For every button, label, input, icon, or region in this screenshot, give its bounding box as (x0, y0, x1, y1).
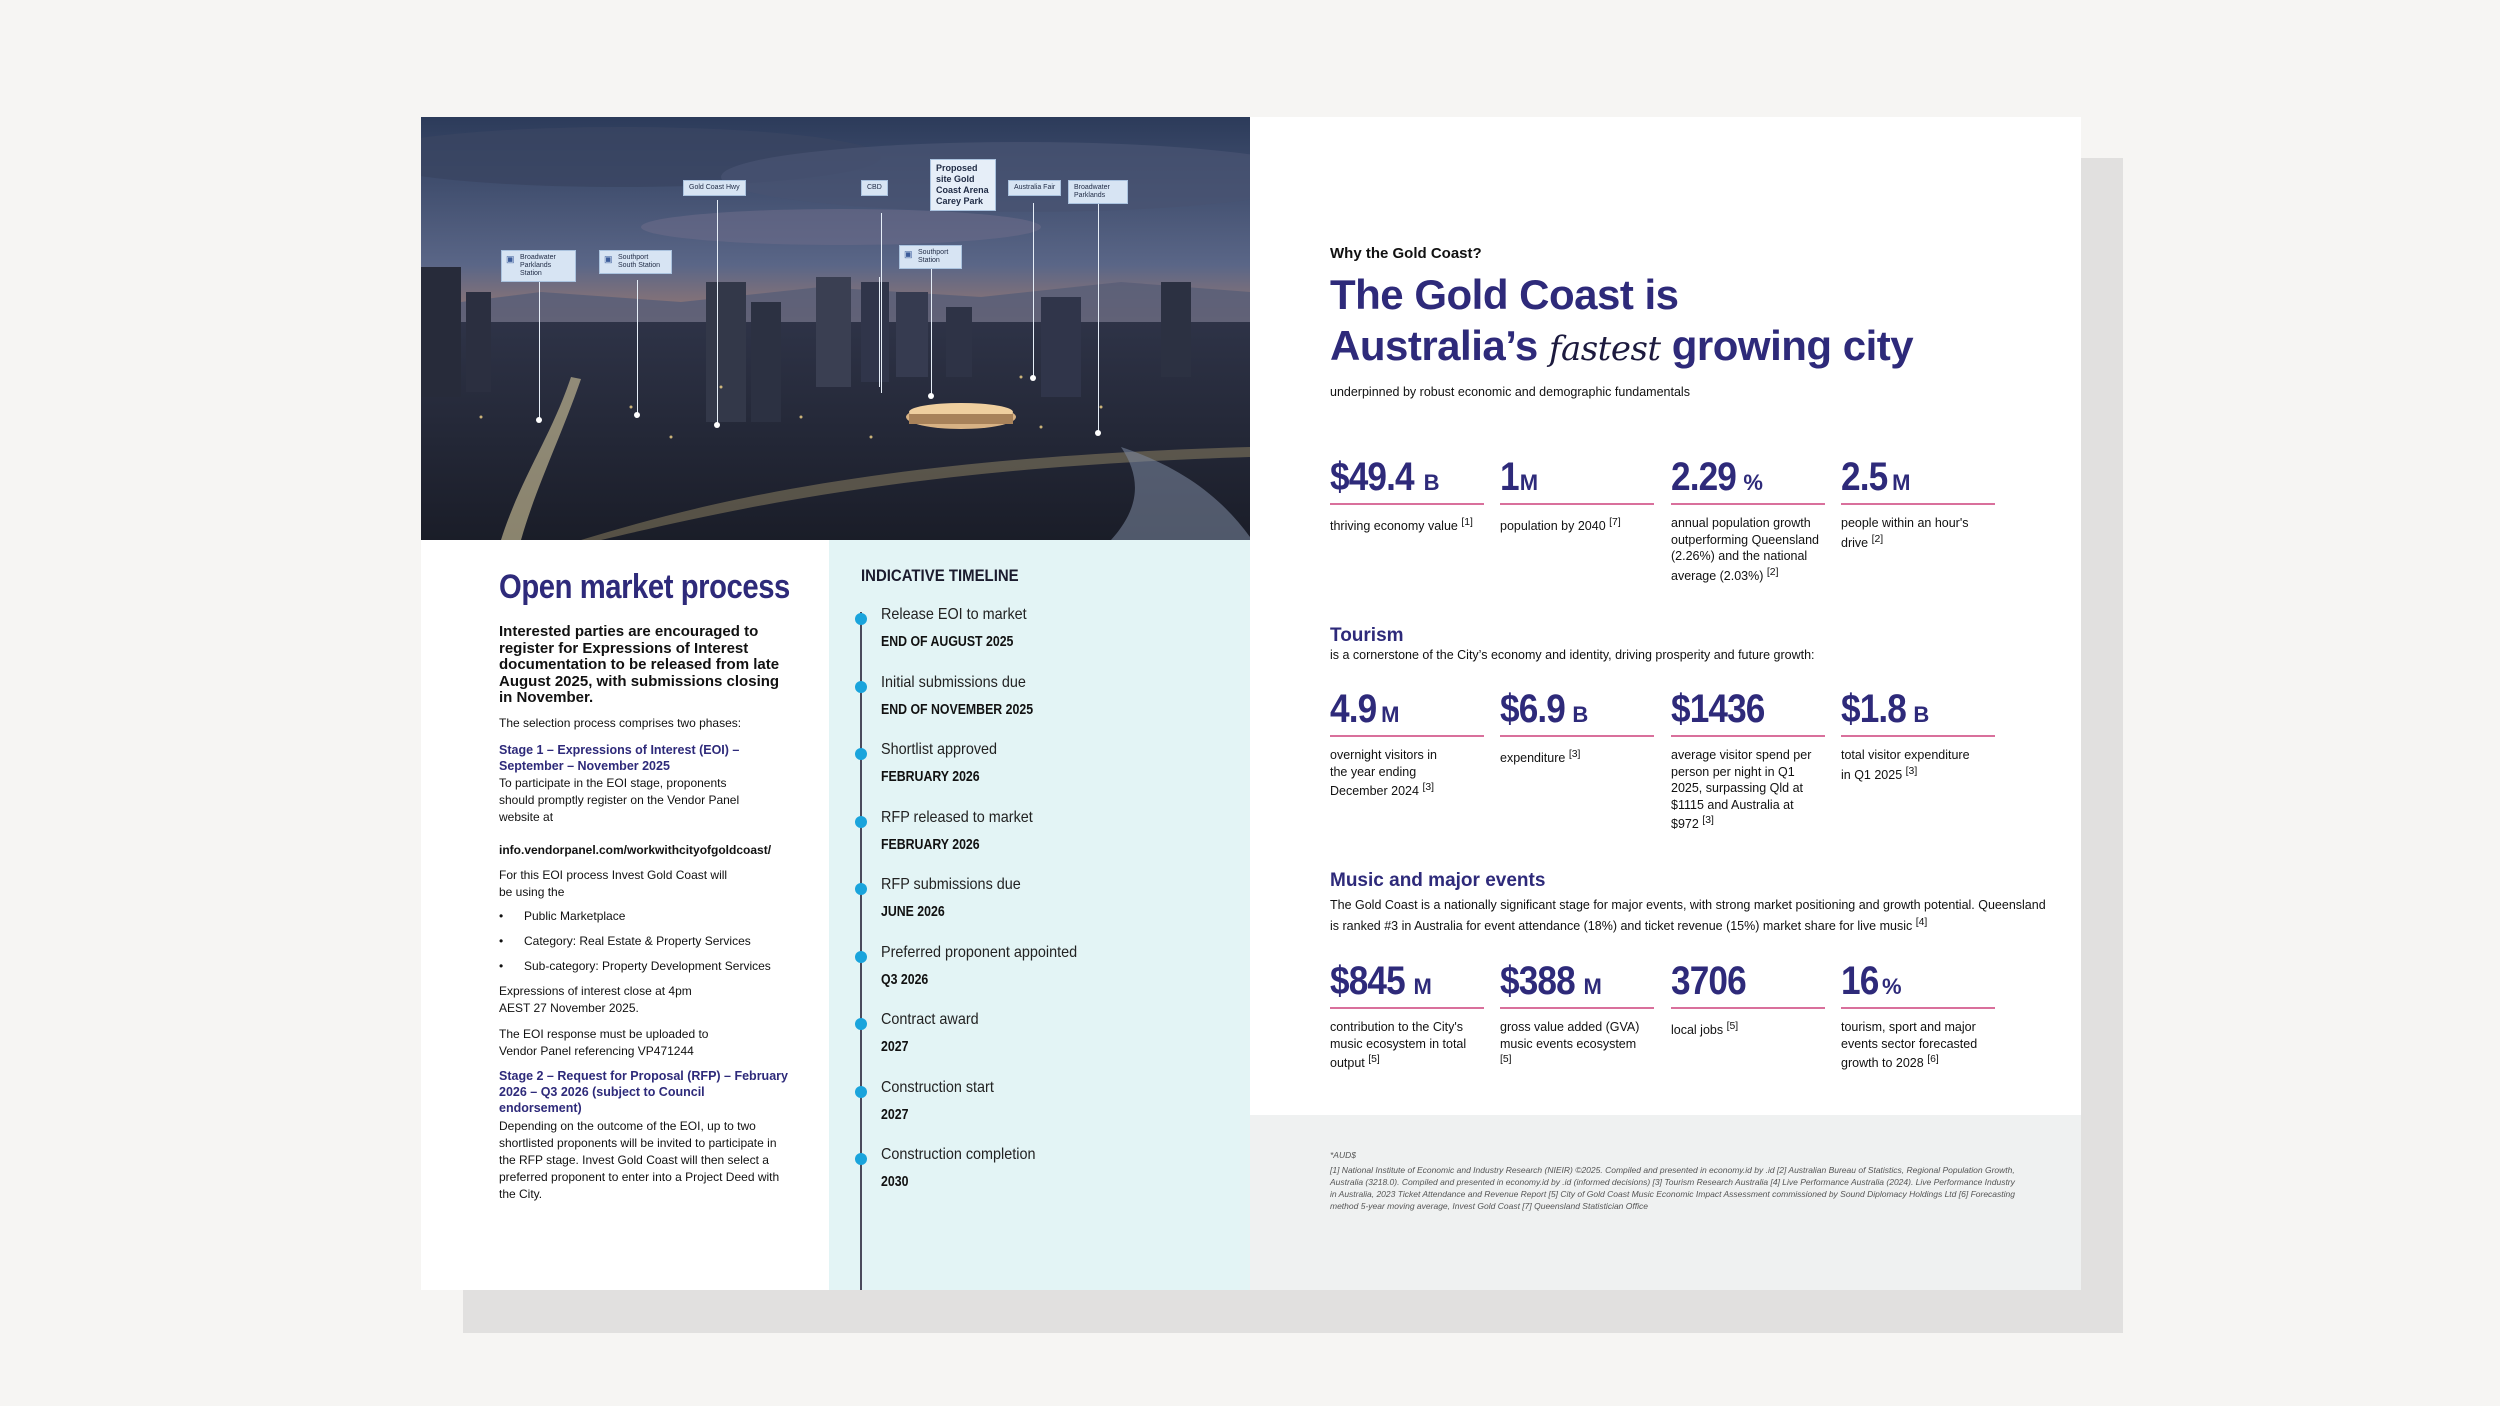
music-sub (1330, 897, 2050, 935)
bullet-text: Category: Real Estate & Property Services (524, 934, 751, 948)
pin-line (1098, 203, 1099, 433)
stat-unit: B (1572, 702, 1589, 727)
pin-line (637, 280, 638, 415)
stat-rule (1500, 735, 1654, 737)
stat-desc-text: tourism, sport and major events sector forecasted growth to 2028 (1841, 1020, 1978, 1071)
headline-sub: underpinned by robust economic and demographic fundamentals (1330, 385, 1690, 399)
timeline-label: Contract award (881, 1011, 979, 1028)
timeline-label: Initial submissions due (881, 674, 1026, 691)
music-sub-text: The Gold Coast is a nationally significant stage for major events, with strong market positioning and growth potential. Queensland is ranked #3 in Australia for event attendance (18%) and ticket revenue (15%) market share for live music (1330, 898, 2046, 934)
map-label-australia-fair: Australia Fair (1008, 180, 1061, 196)
stat-desc-text: contribution to the City's music ecosystem in total output (1330, 1020, 1467, 1071)
stat-desc-text: annual population growth outperforming Queensland (2.26%) and the national average (2.03%) (1671, 516, 1820, 583)
stat-desc-text: local jobs (1671, 1023, 1724, 1038)
pin-dot (928, 393, 934, 399)
open-market-column (421, 540, 829, 1290)
brochure-spread (421, 117, 2081, 1290)
stat-value (1330, 687, 1399, 740)
stat-ref: [5] (1726, 1021, 1739, 1032)
headline-script-word: fastest (1548, 329, 1661, 369)
stage2-text: Depending on the outcome of the EOI, up to two shortlisted proponents will be invited to participate in the RFP stage. Invest Gold Coast will then select a preferred proponent to enter into a Project Deed with the City. (499, 1119, 780, 1201)
stat-number: 1 (1500, 455, 1519, 499)
tourism-title: Tourism (1330, 625, 1404, 646)
headline (1330, 269, 1913, 375)
timeline-dot (855, 816, 867, 828)
indicative-timeline (829, 540, 1250, 1290)
timeline-item (829, 674, 1250, 734)
stat-desc (1671, 747, 1821, 833)
stat-rule (1671, 503, 1825, 505)
stage1-text: To participate in the EOI stage, proponents should promptly register on the Vendor Panel website at (499, 776, 740, 824)
stat-desc (1671, 515, 1821, 584)
stat-rule (1500, 503, 1654, 505)
stat-desc-text: population by 2040 (1500, 519, 1606, 534)
timeline-date: FEBRUARY 2026 (881, 837, 980, 853)
pin-dot (1030, 375, 1036, 381)
timeline-item (829, 944, 1250, 1004)
timeline-label: Construction start (881, 1079, 994, 1096)
timeline-dot (855, 748, 867, 760)
stat-desc-text: total visitor expenditure in Q1 2025 (1841, 748, 1970, 782)
phases-intro: The selection process comprises two phases: (499, 716, 742, 730)
stat-rule (1330, 503, 1484, 505)
bullet-marker: • (499, 934, 504, 948)
map-label-gold-coast-hwy: Gold Coast Hwy (683, 180, 746, 196)
stat-value (1841, 687, 1929, 740)
stat-value (1671, 455, 1763, 508)
pin-dot (634, 412, 640, 418)
timeline-dot (855, 883, 867, 895)
timeline-label: Shortlist approved (881, 741, 998, 758)
stat-desc (1500, 747, 1650, 767)
timeline-date: 2027 (881, 1039, 909, 1055)
stat-rule (1841, 735, 1995, 737)
timeline-date: 2030 (881, 1174, 909, 1190)
headline-pre: Australia’s (1330, 322, 1538, 369)
timeline-item (829, 1011, 1250, 1071)
stat-unit: M (1519, 470, 1539, 495)
timeline-item (829, 741, 1250, 801)
bullet-text: Sub-category: Property Development Services (524, 959, 771, 973)
music-sub-ref: [4] (1915, 917, 1928, 928)
stat-number: $1436 (1671, 687, 1765, 731)
stat-ref: [2] (1871, 533, 1884, 545)
stat-ref: [1] (1461, 517, 1473, 528)
stat-value (1671, 959, 1750, 1012)
pin-line (539, 280, 540, 420)
open-market-title: Open market process (499, 568, 790, 606)
references-footer (1250, 1115, 2081, 1290)
timeline-title: INDICATIVE TIMELINE (861, 566, 1019, 585)
stat-unit: M (1381, 702, 1400, 727)
timeline-dot (855, 951, 867, 963)
pin-dot (536, 417, 542, 423)
stat-ref: [3] (1702, 815, 1714, 826)
stat-desc (1841, 747, 1981, 783)
stat-desc (1671, 1019, 1821, 1039)
stat-desc (1330, 1019, 1480, 1072)
stat-desc (1500, 515, 1650, 535)
stat-number: 16 (1841, 959, 1879, 1003)
timeline-label: Preferred proponent appointed (881, 944, 1078, 961)
bullet-marker: • (499, 959, 504, 973)
stat-number: $845 (1330, 959, 1405, 1003)
timeline-label: RFP released to market (881, 809, 1033, 826)
currency-note: *AUD$ (1330, 1150, 1356, 1160)
timeline-date: END OF AUGUST 2025 (881, 634, 1014, 650)
stat-desc (1330, 747, 1450, 800)
stat-number: 4.9 (1330, 687, 1377, 731)
timeline-label: Release EOI to market (881, 606, 1027, 623)
stat-unit: M (1892, 470, 1911, 495)
eyebrow: Why the Gold Coast? (1330, 245, 1482, 262)
stat-rule (1841, 503, 1995, 505)
music-title: Music and major events (1330, 870, 1546, 891)
stat-desc-text: average visitor spend per person per night in Q1 2025, surpassing Qld at $1115 and Australia at $972 (1671, 748, 1812, 832)
stat-desc-text: people within an hour's drive (1841, 516, 1969, 550)
open-market-intro: Interested parties are encouraged to register for Expressions of Interest documentation to be released from late August 2025, with submissions closing in November. (499, 623, 780, 706)
stat-unit: M (1413, 974, 1432, 999)
stat-unit: % (1743, 470, 1763, 495)
vendor-panel-link[interactable]: info.vendorpanel.com/workwithcityofgoldcoast/ (499, 843, 772, 857)
why-gold-coast-page (1250, 117, 2081, 1290)
stat-value (1841, 959, 1902, 1012)
timeline-date: FEBRUARY 2026 (881, 769, 980, 785)
stat-value (1500, 687, 1588, 740)
stat-rule (1330, 1007, 1484, 1009)
stat-number: 3706 (1671, 959, 1746, 1003)
stat-number: 2.5 (1841, 455, 1888, 499)
stat-rule (1500, 1007, 1654, 1009)
headline-line1: The Gold Coast is (1330, 271, 1679, 318)
timeline-date: END OF NOVEMBER 2025 (881, 702, 1034, 718)
stat-desc-text: overnight visitors in the year ending December 2024 (1330, 748, 1437, 799)
tourism-sub: is a cornerstone of the City’s economy and identity, driving prosperity and future growth: (1330, 648, 1815, 662)
stat-rule (1671, 735, 1825, 737)
stat-value (1500, 959, 1602, 1012)
stat-unit: B (1423, 470, 1440, 495)
map-label-broadwater-station: ▣ Broadwater Parklands Station (501, 250, 576, 282)
timeline-label: RFP submissions due (881, 876, 1021, 893)
stat-desc (1500, 1019, 1650, 1072)
timeline-item (829, 876, 1250, 936)
map-label-proposed-site: Proposed site Gold Coast Arena Carey Park (930, 159, 996, 211)
stat-number: $6.9 (1500, 687, 1565, 731)
stat-number: $49.4 (1330, 455, 1414, 499)
timeline-item (829, 1079, 1250, 1139)
timeline-date: Q3 2026 (881, 972, 929, 988)
stat-ref: [2] (1766, 566, 1779, 578)
stat-ref: [6] (1927, 1054, 1939, 1065)
stat-desc (1841, 515, 1991, 551)
map-label-southport-station: ▣ Southport Station (899, 245, 962, 269)
pin-line (879, 277, 880, 387)
pin-line (881, 213, 882, 393)
stat-ref: [7] (1609, 517, 1621, 528)
stat-ref: [3] (1568, 749, 1581, 760)
eoi-upload-text: The EOI response must be uploaded to Vendor Panel referencing VP471244 (499, 1027, 709, 1058)
stat-value (1330, 455, 1439, 508)
stat-desc (1330, 515, 1480, 535)
stat-rule (1671, 1007, 1825, 1009)
eoi-using-text: For this EOI process Invest Gold Coast will be using the (499, 868, 728, 899)
timeline-dot (855, 613, 867, 625)
map-label-broadwater-parklands: Broadwater Parklands (1068, 180, 1128, 204)
stat-desc-text: gross value added (GVA) music events ecosystem (1500, 1020, 1640, 1051)
pin-line (717, 200, 718, 425)
timeline-dot (855, 1086, 867, 1098)
stat-unit: B (1913, 702, 1930, 727)
timeline-dot (855, 681, 867, 693)
stat-number: $388 (1500, 959, 1575, 1003)
stat-number: 2.29 (1671, 455, 1736, 499)
timeline-date: 2027 (881, 1107, 909, 1123)
stage2-title: Stage 2 – Request for Proposal (RFP) – February 2026 – Q3 2026 (subject to Council endorsement) (499, 1069, 788, 1115)
timeline-dot (855, 1153, 867, 1165)
timeline-dot (855, 1018, 867, 1030)
stat-ref: [3] (1905, 765, 1918, 777)
timeline-item (829, 1146, 1250, 1206)
stat-ref: [3] (1422, 782, 1435, 793)
stat-rule (1841, 1007, 1995, 1009)
stat-value (1500, 455, 1538, 508)
timeline-item (829, 809, 1250, 869)
stat-rule (1330, 735, 1484, 737)
stat-value (1841, 455, 1910, 508)
pin-line (931, 267, 932, 397)
pin-dot (1095, 430, 1101, 436)
aerial-photo (421, 117, 1250, 540)
bullet-marker: • (499, 909, 504, 923)
stat-ref: [5] (1500, 1054, 1512, 1065)
references-text: [1] National Institute of Economic and Industry Research (NIEIR) ©2025. Compiled and presented in economy.id by .id [2] Australian Bureau of Statistics, Regional Population Growth, Australia (3218.0). Compiled and presented in economy.id by .id (informed decisions) [3] Tourism Research Australia [4] Live Performance Australia (2024). Live Performance Industry in Australia, 2023 Ticket Attendance and Revenue Report [5] City of Gold Coast Music Economic Impact Assessment commissioned by Sound Diplomacy Holdings Ltd [6] Forecasting method 5-year moving average, Invest Gold Coast [7] Queensland Statistician Office (1330, 1165, 2015, 1211)
stat-unit: % (1881, 974, 1902, 999)
stat-value (1330, 959, 1432, 1012)
stat-value (1671, 687, 1771, 740)
stat-desc-text: expenditure (1500, 751, 1566, 766)
stat-unit: M (1583, 974, 1602, 999)
headline-post: growing city (1671, 322, 1914, 369)
stat-number: $1.8 (1841, 687, 1906, 731)
pin-dot (714, 422, 720, 428)
timeline-label: Construction completion (881, 1146, 1036, 1163)
bullet-text: Public Marketplace (524, 909, 626, 923)
map-label-southport-south: ▣ Southport South Station (599, 250, 672, 274)
eoi-close-text: Expressions of interest close at 4pm AEST 27 November 2025. (499, 984, 692, 1015)
stat-desc (1841, 1019, 1991, 1072)
timeline-date: JUNE 2026 (881, 904, 945, 920)
stage1-title: Stage 1 – Expressions of Interest (EOI) – September – November 2025 (499, 743, 740, 773)
pin-line (1033, 203, 1034, 378)
stat-desc-text: thriving economy value (1330, 519, 1458, 534)
stat-ref: [5] (1368, 1054, 1380, 1065)
timeline-item (829, 606, 1250, 666)
map-label-cbd: CBD (861, 180, 888, 196)
